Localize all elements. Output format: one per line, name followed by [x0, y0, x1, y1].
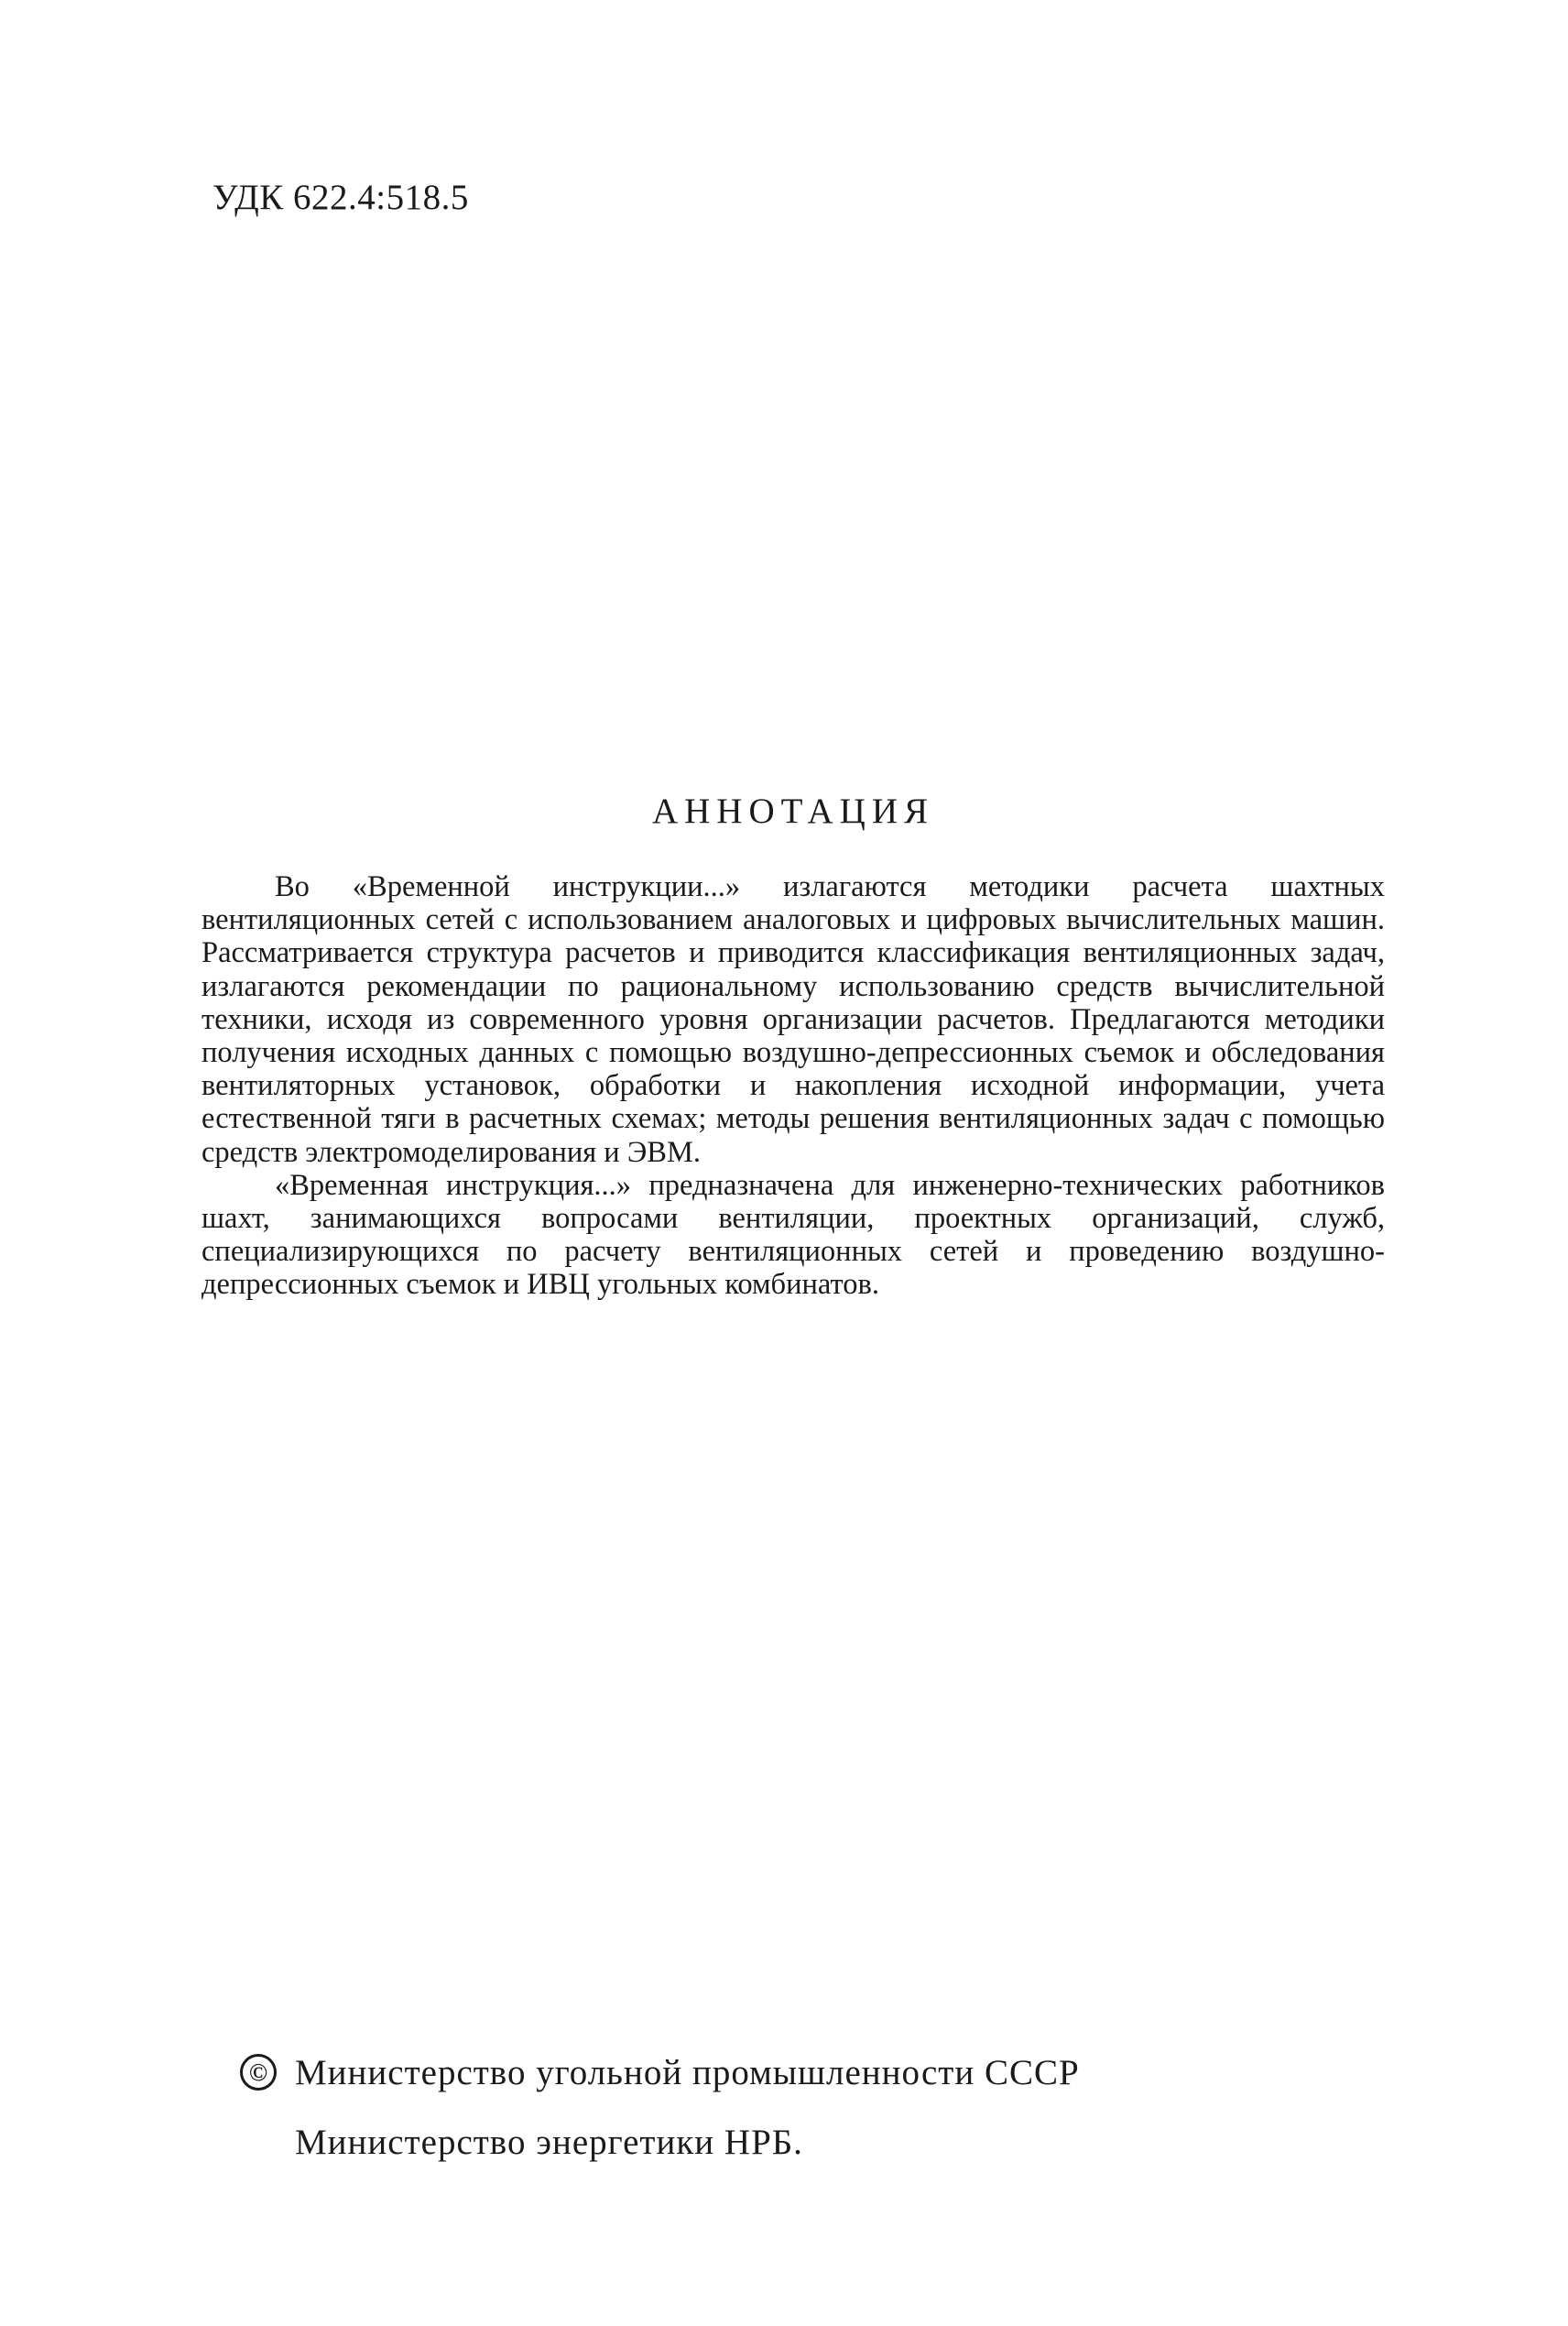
- publisher-ministry-coal: Министерство угольной промышленности СССР: [295, 2052, 1080, 2092]
- publisher-ministry-energy: Министерство энергетики НРБ.: [295, 2123, 803, 2162]
- copyright-line: [240, 2054, 1080, 2091]
- udk-code: УДК 622.4:518.5: [212, 178, 469, 217]
- annotation-paragraph-2: «Временная инструкция...» предназначена для инженерно-технических работников шахт, занимающихся вопросами вентиляции, проектных организаций, служб, специализирующихся по расчету вентиляционных сетей и проведению воздушно-депрессионных съемок и ИВЦ угольных комбинатов.: [201, 1168, 1385, 1302]
- annotation-paragraph-1: Во «Временной инструкции...» излагаются методики расчета шахтных вентиляционных сетей с использованием аналоговых и цифровых вычислительных машин. Рассматривается структура расчетов и приводится классификация вентиляционных задач, излагаются рекомендации по рациональному использованию средств вычислительной техники, исходя из современного уровня организации расчетов. Предлагаются методики получения исходных данных с помощью воздушно-депрессионных съемок и обследования вентиляторных установок, обработки и накопления исходной информации, учета естественной тяги в расчетных схемах; методы решения вентиляционных задач с помощью средств электромоделирования и ЭВМ.: [201, 870, 1385, 1169]
- annotation-title: АННОТАЦИЯ: [651, 792, 935, 831]
- copyright-icon: ©: [240, 2054, 277, 2091]
- annotation-body: [201, 870, 1385, 1302]
